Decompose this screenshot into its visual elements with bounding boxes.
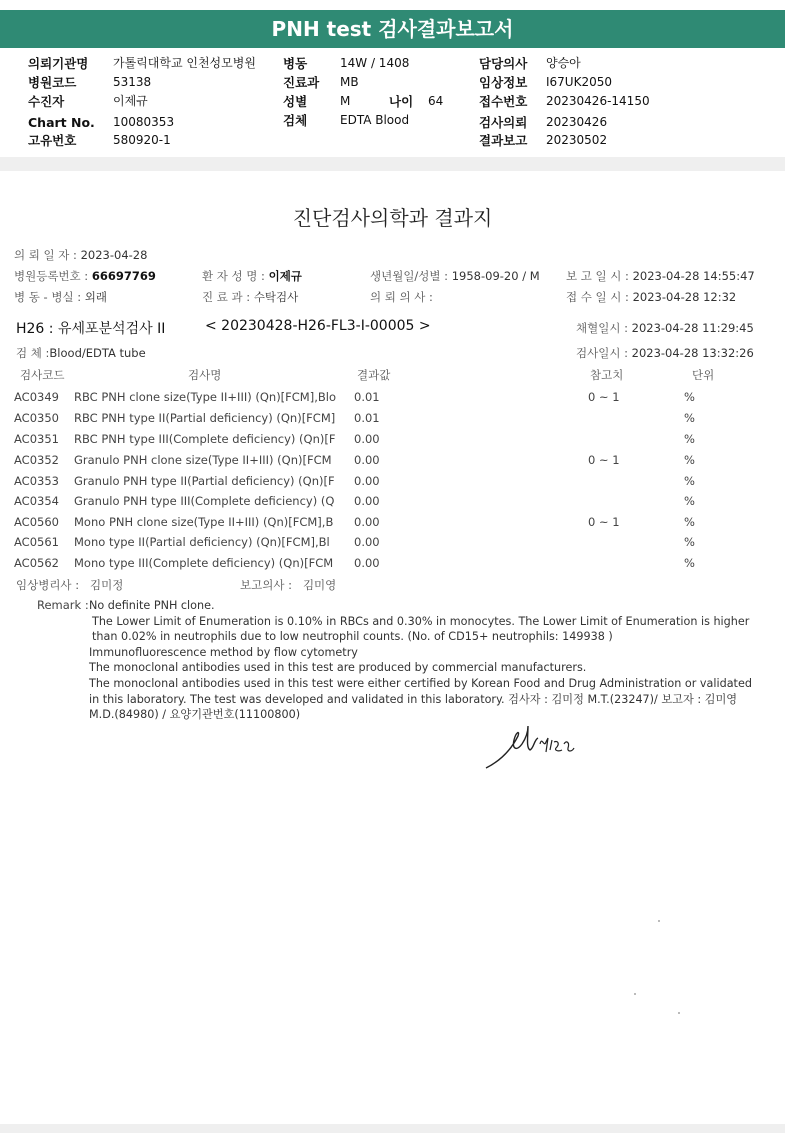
row-code: AC0350	[14, 411, 59, 425]
row-value: 0.01	[354, 390, 380, 404]
page-title: 진단검사의학과 결과지	[292, 206, 493, 230]
table-row	[0, 390, 785, 410]
exam-datetime: 검사일시 : 2023-04-28 13:32:26	[576, 346, 754, 360]
row-name: Granulo PNH type III(Complete deficiency) (Q	[74, 494, 335, 508]
report-title-bar: PNH test 검사결과보고서	[0, 10, 785, 48]
section-divider	[0, 157, 785, 171]
specimen: 검 체 :Blood/EDTA tube	[16, 346, 146, 360]
row-value: 0.00	[354, 474, 380, 488]
row-name: Mono type II(Partial deficiency) (Qn)[FCM],Bl	[74, 535, 330, 549]
row-value: 0.00	[354, 494, 380, 508]
header-value: 20230502	[546, 133, 608, 147]
remark-line: The monoclonal antibodies used in this test are produced by commercial manufacturers.	[89, 661, 587, 675]
header-value: 이제규	[113, 94, 148, 108]
row-ref: 0 ~ 1	[588, 390, 620, 404]
row-code: AC0353	[14, 474, 59, 488]
request-date: 의 뢰 일 자 : 2023-04-28	[14, 248, 148, 262]
table-row	[0, 432, 785, 452]
scan-speck	[678, 1012, 680, 1014]
header-value: 580920-1	[113, 133, 171, 147]
report-datetime: 보 고 일 시 : 2023-04-28 14:55:47	[566, 269, 755, 283]
department: 진 료 과 : 수탁검사	[202, 290, 299, 304]
row-code: AC0349	[14, 390, 59, 404]
age-value: 64	[428, 94, 444, 108]
header-label: Chart No.	[28, 115, 95, 130]
remark-line: No definite PNH clone.	[89, 599, 215, 612]
remark-text	[89, 598, 764, 723]
header-label: 의뢰기관명	[28, 56, 89, 71]
registration-number: 병원등록번호 : 66697769	[14, 269, 156, 283]
header-value: 양승아	[546, 56, 581, 70]
row-unit: %	[684, 432, 695, 446]
remark-label: Remark :	[37, 598, 89, 612]
row-unit: %	[684, 474, 695, 488]
header-label: 성별	[283, 94, 308, 109]
header-label: 검사의뢰	[479, 115, 528, 130]
row-name: Mono PNH clone size(Type II+III) (Qn)[FCM],B	[74, 515, 334, 529]
header-label: 담당의사	[479, 56, 528, 71]
row-unit: %	[684, 515, 695, 529]
row-ref: 0 ~ 1	[588, 515, 620, 529]
header-value: M	[340, 94, 351, 108]
row-code: AC0351	[14, 432, 59, 446]
row-code: AC0560	[14, 515, 59, 529]
collection-datetime: 채혈일시 : 2023-04-28 11:29:45	[576, 321, 754, 335]
row-value: 0.01	[354, 411, 380, 425]
col-header-unit: 단위	[692, 368, 715, 382]
header-value: 가톨릭대학교 인천성모병원	[113, 56, 256, 70]
header-label: 결과보고	[479, 133, 528, 148]
header-label: 병원코드	[28, 75, 77, 90]
header-value: 20230426	[546, 115, 608, 129]
table-row	[0, 515, 785, 535]
reporting-doctor: 보고의사 : 김미영	[240, 578, 337, 592]
header-label: 임상정보	[479, 75, 528, 90]
header-info	[0, 48, 785, 156]
header-value: 10080353	[113, 115, 175, 129]
row-unit: %	[684, 556, 695, 570]
test-id: < 20230428-H26-FL3-I-00005 >	[205, 318, 431, 334]
row-name: Granulo PNH type II(Partial deficiency) (Qn)[F	[74, 474, 335, 488]
table-row	[0, 556, 785, 576]
row-unit: %	[684, 453, 695, 467]
row-unit: %	[684, 494, 695, 508]
col-header-ref: 참고치	[590, 368, 624, 382]
table-row	[0, 535, 785, 555]
table-row	[0, 474, 785, 494]
row-code: AC0562	[14, 556, 59, 570]
row-code: AC0561	[14, 535, 59, 549]
table-row	[0, 411, 785, 431]
header-label: 고유번호	[28, 133, 77, 148]
row-value: 0.00	[354, 515, 380, 529]
header-label: 수진자	[28, 94, 65, 109]
row-name: RBC PNH clone size(Type II+III) (Qn)[FCM],Blo	[74, 390, 336, 404]
row-code: AC0354	[14, 494, 59, 508]
row-unit: %	[684, 390, 695, 404]
scan-speck	[658, 920, 660, 922]
scan-speck	[634, 993, 636, 995]
birth-gender: 생년월일/성별 : 1958-09-20 / M	[370, 269, 540, 283]
page-bottom-band	[0, 1124, 785, 1133]
col-header-result: 결과값	[357, 368, 391, 382]
row-value: 0.00	[354, 556, 380, 570]
row-code: AC0352	[14, 453, 59, 467]
row-name: RBC PNH type II(Partial deficiency) (Qn)[FCM]	[74, 411, 336, 425]
ward-room: 병 동 - 병실 : 외래	[14, 290, 107, 304]
row-value: 0.00	[354, 535, 380, 549]
requesting-doctor: 의 뢰 의 사 :	[370, 290, 433, 304]
table-row	[0, 494, 785, 514]
row-value: 0.00	[354, 432, 380, 446]
header-value: MB	[340, 75, 359, 89]
clinical-technologist: 임상병리사 : 김미정	[16, 578, 124, 592]
header-value: 20230426-14150	[546, 94, 650, 108]
col-header-code: 검사코드	[20, 368, 65, 382]
row-name: Mono type III(Complete deficiency) (Qn)[FCM	[74, 556, 334, 570]
row-name: RBC PNH type III(Complete deficiency) (Qn)[F	[74, 432, 336, 446]
header-value: EDTA Blood	[340, 113, 410, 127]
row-unit: %	[684, 411, 695, 425]
remark-line: Immunofluorescence method by flow cytometry	[89, 645, 358, 659]
header-label: 병동	[283, 56, 308, 71]
patient-name: 환 자 성 명 : 이제규	[202, 269, 302, 283]
header-label: 접수번호	[479, 94, 528, 109]
remark-line: The Lower Limit of Enumeration is 0.10% in RBCs and 0.30% in monocytes. The Lower Limit of Enumeration is higher than 0.02% in neutrophils due to low neutrophil counts. (No. of CD15+ neutrophils: 149938 )	[92, 614, 750, 644]
table-row	[0, 453, 785, 473]
row-name: Granulo PNH clone size(Type II+III) (Qn)[FCM	[74, 453, 332, 467]
header-label: 진료과	[283, 75, 320, 90]
remark-line: The monoclonal antibodies used in this test were either certified by Korean Food and Drug Administration or validated in this laboratory. The test was developed and validated in this laboratory. 검사자 : 김미정 M.T.(23247)/ 보고자 : 김미영 M.D.(84980) / 요양기관번호(11100800)	[89, 676, 752, 722]
test-category: H26 : 유세포분석검사 II	[16, 321, 166, 337]
header-value: I67UK2050	[546, 75, 612, 89]
header-label: 검체	[283, 113, 308, 128]
age-label: 나이	[389, 94, 414, 109]
handwritten-signature	[482, 718, 592, 778]
row-unit: %	[684, 535, 695, 549]
row-ref: 0 ~ 1	[588, 453, 620, 467]
header-value: 53138	[113, 75, 152, 89]
header-value: 14W / 1408	[340, 56, 410, 70]
receipt-datetime: 접 수 일 시 : 2023-04-28 12:32	[566, 290, 737, 304]
row-value: 0.00	[354, 453, 380, 467]
col-header-name: 검사명	[188, 368, 222, 382]
